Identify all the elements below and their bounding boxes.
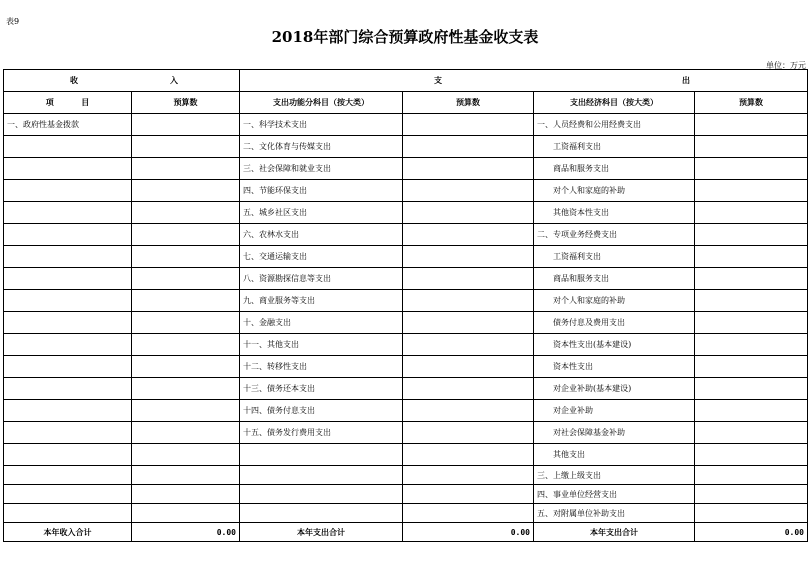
page-title: 2018年部门综合预算政府性基金收支表	[271, 28, 539, 46]
income-total-label: 本年收入合计	[4, 523, 132, 542]
expense-group-header	[240, 70, 808, 92]
function-item-cell: 十、金融支出	[240, 312, 403, 334]
col-header-func-budget: 预算数	[403, 92, 534, 114]
function-item-cell: 十三、债务还本支出	[240, 378, 403, 400]
economic-budget-cell	[695, 158, 808, 180]
income-budget-cell	[132, 312, 240, 334]
income-budget-cell	[132, 136, 240, 158]
economic-budget-cell	[695, 312, 808, 334]
function-budget-cell	[403, 312, 534, 334]
economic-item-cell: 三、上缴上级支出	[534, 466, 695, 485]
function-budget-cell	[403, 158, 534, 180]
header-row-columns	[4, 92, 808, 114]
income-budget-cell	[132, 334, 240, 356]
economic-item-cell: 其他资本性支出	[534, 202, 695, 224]
economic-item-cell: 资本性支出(基本建设)	[534, 334, 695, 356]
economic-budget-cell	[695, 400, 808, 422]
table-row	[4, 356, 808, 378]
table-row	[4, 422, 808, 444]
income-item-cell	[4, 158, 132, 180]
economic-budget-cell	[695, 444, 808, 466]
table-row	[4, 224, 808, 246]
function-budget-cell	[403, 378, 534, 400]
col-header-function: 支出功能分科目（按大类）	[240, 92, 403, 114]
income-budget-cell	[132, 466, 240, 485]
function-item-cell: 十五、债务发行费用支出	[240, 422, 403, 444]
income-item-cell	[4, 290, 132, 312]
income-total-value: 0.00	[132, 523, 240, 542]
income-item-cell	[4, 268, 132, 290]
economic-item-cell: 商品和服务支出	[534, 268, 695, 290]
income-item-cell	[4, 356, 132, 378]
function-budget-cell	[403, 202, 534, 224]
function-budget-cell	[403, 485, 534, 504]
function-item-cell	[240, 466, 403, 485]
function-budget-cell	[403, 180, 534, 202]
totals-row	[4, 523, 808, 542]
income-budget-cell	[132, 158, 240, 180]
economic-item-cell: 其他支出	[534, 444, 695, 466]
income-item-cell	[4, 422, 132, 444]
function-item-cell: 三、社会保障和就业支出	[240, 158, 403, 180]
economic-item-cell: 五、对附属单位补助支出	[534, 504, 695, 523]
expense-header-left: 支	[434, 75, 442, 85]
unit-label: 单位：万元	[766, 61, 806, 70]
income-item-cell: 一、政府性基金拨款	[4, 114, 132, 136]
col-header-econ-budget: 预算数	[695, 92, 808, 114]
economic-item-cell: 对个人和家庭的补助	[534, 290, 695, 312]
table-row	[4, 290, 808, 312]
economic-budget-cell	[695, 180, 808, 202]
economic-budget-cell	[695, 114, 808, 136]
table-row	[4, 202, 808, 224]
income-budget-cell	[132, 422, 240, 444]
economic-budget-cell	[695, 485, 808, 504]
function-item-cell: 十四、债务付息支出	[240, 400, 403, 422]
income-item-cell	[4, 400, 132, 422]
income-item-cell	[4, 504, 132, 523]
economic-total-value: 0.00	[695, 523, 808, 542]
table-row	[4, 114, 808, 136]
function-item-cell: 五、城乡社区支出	[240, 202, 403, 224]
income-item-cell	[4, 202, 132, 224]
function-item-cell: 十二、转移性支出	[240, 356, 403, 378]
economic-budget-cell	[695, 334, 808, 356]
function-item-cell: 六、农林水支出	[240, 224, 403, 246]
income-item-cell	[4, 334, 132, 356]
function-item-cell: 二、文化体育与传媒支出	[240, 136, 403, 158]
col-header-item-a: 项	[45, 97, 54, 107]
income-item-cell	[4, 224, 132, 246]
expense-header-right: 出	[682, 75, 690, 85]
income-budget-cell	[132, 224, 240, 246]
table-row	[4, 312, 808, 334]
economic-budget-cell	[695, 224, 808, 246]
economic-item-cell: 对企业补助	[534, 400, 695, 422]
income-budget-cell	[132, 400, 240, 422]
function-budget-cell	[403, 224, 534, 246]
budget-table	[3, 69, 808, 542]
economic-budget-cell	[695, 356, 808, 378]
income-budget-cell	[132, 504, 240, 523]
income-item-cell	[4, 444, 132, 466]
economic-budget-cell	[695, 422, 808, 444]
income-group-header	[4, 70, 240, 92]
function-item-cell: 八、资源勘探信息等支出	[240, 268, 403, 290]
economic-item-cell: 一、人员经费和公用经费支出	[534, 114, 695, 136]
income-budget-cell	[132, 356, 240, 378]
economic-item-cell: 对企业补助(基本建设)	[534, 378, 695, 400]
header-row-group	[4, 70, 808, 92]
income-budget-cell	[132, 202, 240, 224]
income-item-cell	[4, 180, 132, 202]
function-budget-cell	[403, 334, 534, 356]
economic-budget-cell	[695, 290, 808, 312]
income-item-cell	[4, 312, 132, 334]
table-row	[4, 334, 808, 356]
function-total-label: 本年支出合计	[240, 523, 403, 542]
income-header-right: 入	[170, 75, 178, 85]
function-budget-cell	[403, 136, 534, 158]
economic-budget-cell	[695, 136, 808, 158]
income-header-left: 收	[70, 75, 78, 85]
function-budget-cell	[403, 268, 534, 290]
table-row	[4, 444, 808, 466]
function-total-value: 0.00	[403, 523, 534, 542]
table-row	[4, 246, 808, 268]
function-item-cell: 七、交通运输支出	[240, 246, 403, 268]
economic-budget-cell	[695, 202, 808, 224]
economic-budget-cell	[695, 466, 808, 485]
income-item-cell	[4, 485, 132, 504]
table-row	[4, 268, 808, 290]
function-budget-cell	[403, 444, 534, 466]
function-budget-cell	[403, 114, 534, 136]
function-item-cell: 九、商业服务等支出	[240, 290, 403, 312]
col-header-item-b: 目	[81, 97, 90, 107]
economic-item-cell: 对个人和家庭的补助	[534, 180, 695, 202]
economic-item-cell: 资本性支出	[534, 356, 695, 378]
table-row	[4, 378, 808, 400]
income-item-cell	[4, 466, 132, 485]
sheet-label: 表9	[6, 17, 20, 26]
economic-budget-cell	[695, 378, 808, 400]
function-budget-cell	[403, 246, 534, 268]
col-header-item	[4, 92, 132, 114]
col-header-income-budget: 预算数	[132, 92, 240, 114]
economic-item-cell: 二、专项业务经费支出	[534, 224, 695, 246]
table-row	[4, 504, 808, 523]
income-budget-cell	[132, 290, 240, 312]
economic-item-cell: 对社会保障基金补助	[534, 422, 695, 444]
economic-item-cell: 工资福利支出	[534, 246, 695, 268]
col-header-economic: 支出经济科目（按大类）	[534, 92, 695, 114]
economic-item-cell: 四、事业单位经营支出	[534, 485, 695, 504]
table-row	[4, 485, 808, 504]
table-row	[4, 158, 808, 180]
income-budget-cell	[132, 444, 240, 466]
economic-item-cell: 工资福利支出	[534, 136, 695, 158]
function-item-cell	[240, 504, 403, 523]
economic-total-label: 本年支出合计	[534, 523, 695, 542]
function-item-cell	[240, 485, 403, 504]
economic-budget-cell	[695, 246, 808, 268]
income-item-cell	[4, 136, 132, 158]
income-item-cell	[4, 246, 132, 268]
income-budget-cell	[132, 378, 240, 400]
economic-budget-cell	[695, 504, 808, 523]
economic-item-cell: 债务付息及费用支出	[534, 312, 695, 334]
function-item-cell: 十一、其他支出	[240, 334, 403, 356]
function-budget-cell	[403, 290, 534, 312]
economic-item-cell: 商品和服务支出	[534, 158, 695, 180]
table-row	[4, 400, 808, 422]
function-budget-cell	[403, 504, 534, 523]
income-budget-cell	[132, 180, 240, 202]
income-budget-cell	[132, 268, 240, 290]
income-item-cell	[4, 378, 132, 400]
function-budget-cell	[403, 422, 534, 444]
function-budget-cell	[403, 356, 534, 378]
table-row	[4, 180, 808, 202]
economic-budget-cell	[695, 268, 808, 290]
function-item-cell: 四、节能环保支出	[240, 180, 403, 202]
function-item-cell	[240, 444, 403, 466]
income-budget-cell	[132, 246, 240, 268]
function-budget-cell	[403, 466, 534, 485]
function-budget-cell	[403, 400, 534, 422]
income-budget-cell	[132, 114, 240, 136]
income-budget-cell	[132, 485, 240, 504]
table-row	[4, 136, 808, 158]
function-item-cell: 一、科学技术支出	[240, 114, 403, 136]
table-row	[4, 466, 808, 485]
